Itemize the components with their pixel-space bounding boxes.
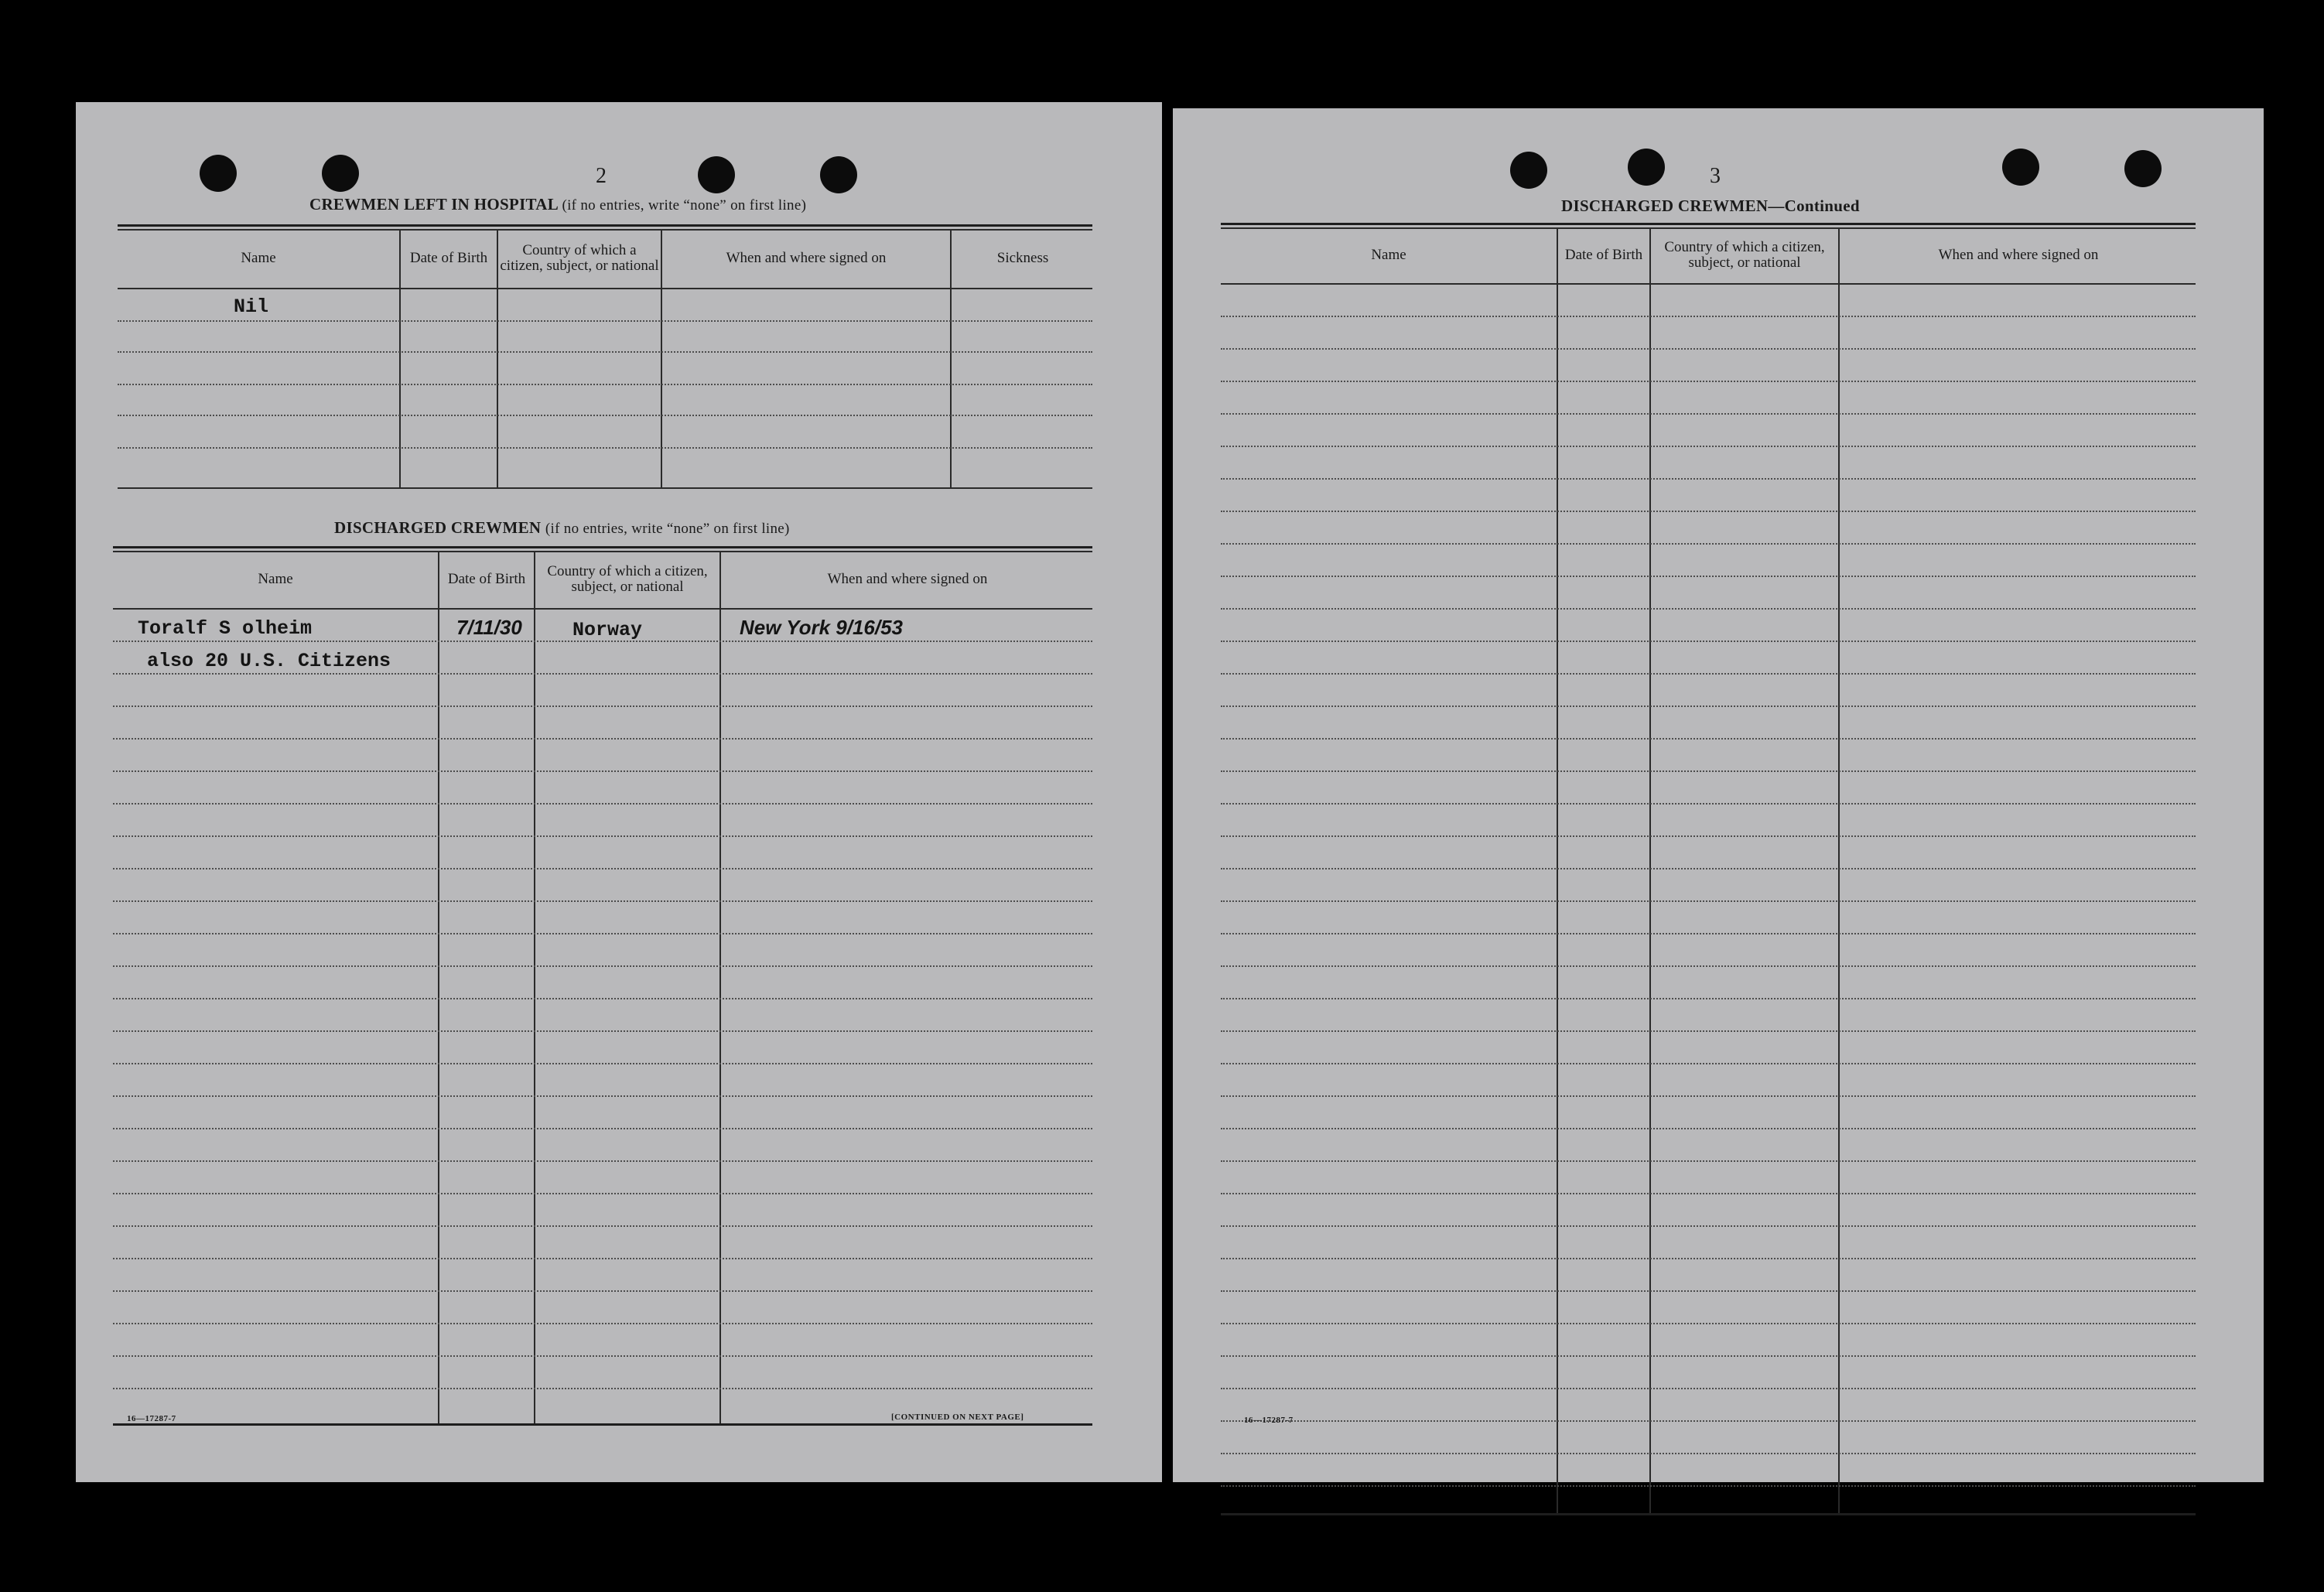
header-dob: Date of Birth [447,571,526,587]
hospital-table [118,224,1092,489]
row-name: Toralf S olheim [138,617,313,640]
right-page [1173,108,2264,1482]
header-signed-on: When and where signed on [1938,247,2099,263]
discharged-title-text: DISCHARGED CREWMEN [334,518,542,537]
left-page [76,102,1162,1482]
continued-note: [CONTINUED ON NEXT PAGE] [891,1413,1024,1422]
header-name: Name [1371,247,1406,263]
discharged-continued-table [1221,223,2196,1518]
header-signed-on: When and where signed on [726,250,887,266]
header-signed-on: When and where signed on [827,571,988,587]
hospital-section-title [309,195,806,214]
row-name: also 20 U.S. Citizens [147,650,391,672]
discharged-section-title [334,518,790,538]
discharged-title-note: (if no entries, write “none” on first line) [545,521,790,537]
form-code: 16—17287-7 [127,1414,176,1423]
row-country: Norway [572,619,643,641]
discharged-table [113,546,1092,1426]
punch-hole [820,156,857,193]
header-name: Name [258,571,293,587]
hospital-title-note: (if no entries, write “none” on first line) [562,197,807,214]
header-name: Name [241,250,276,266]
punch-hole [200,155,237,192]
punch-hole [322,155,359,192]
punch-hole [698,156,735,193]
header-dob: Date of Birth [1564,247,1643,263]
punch-hole [1628,149,1665,186]
row-signed-on: New York 9/16/53 [740,616,904,639]
section-title: DISCHARGED CREWMEN—Continued [1561,196,1860,215]
form-code: 16—17287-7 [1244,1416,1294,1425]
row-dob: 7/11/30 [456,616,522,639]
page-number: 2 [596,164,607,188]
punch-hole [2124,150,2162,187]
header-dob: Date of Birth [409,250,488,266]
header-sickness: Sickness [996,250,1049,266]
header-country: Country of which a citizen, subject, or national [500,242,659,274]
hospital-entry-name: Nil [234,296,269,318]
hospital-title-text: CREWMEN LEFT IN HOSPITAL [309,195,558,214]
page-number: 3 [1710,164,1721,188]
punch-hole [2002,149,2039,186]
punch-hole [1510,152,1547,189]
header-country: Country of which a citizen, subject, or national [1664,239,1825,271]
header-country: Country of which a citizen, subject, or national [547,563,708,595]
